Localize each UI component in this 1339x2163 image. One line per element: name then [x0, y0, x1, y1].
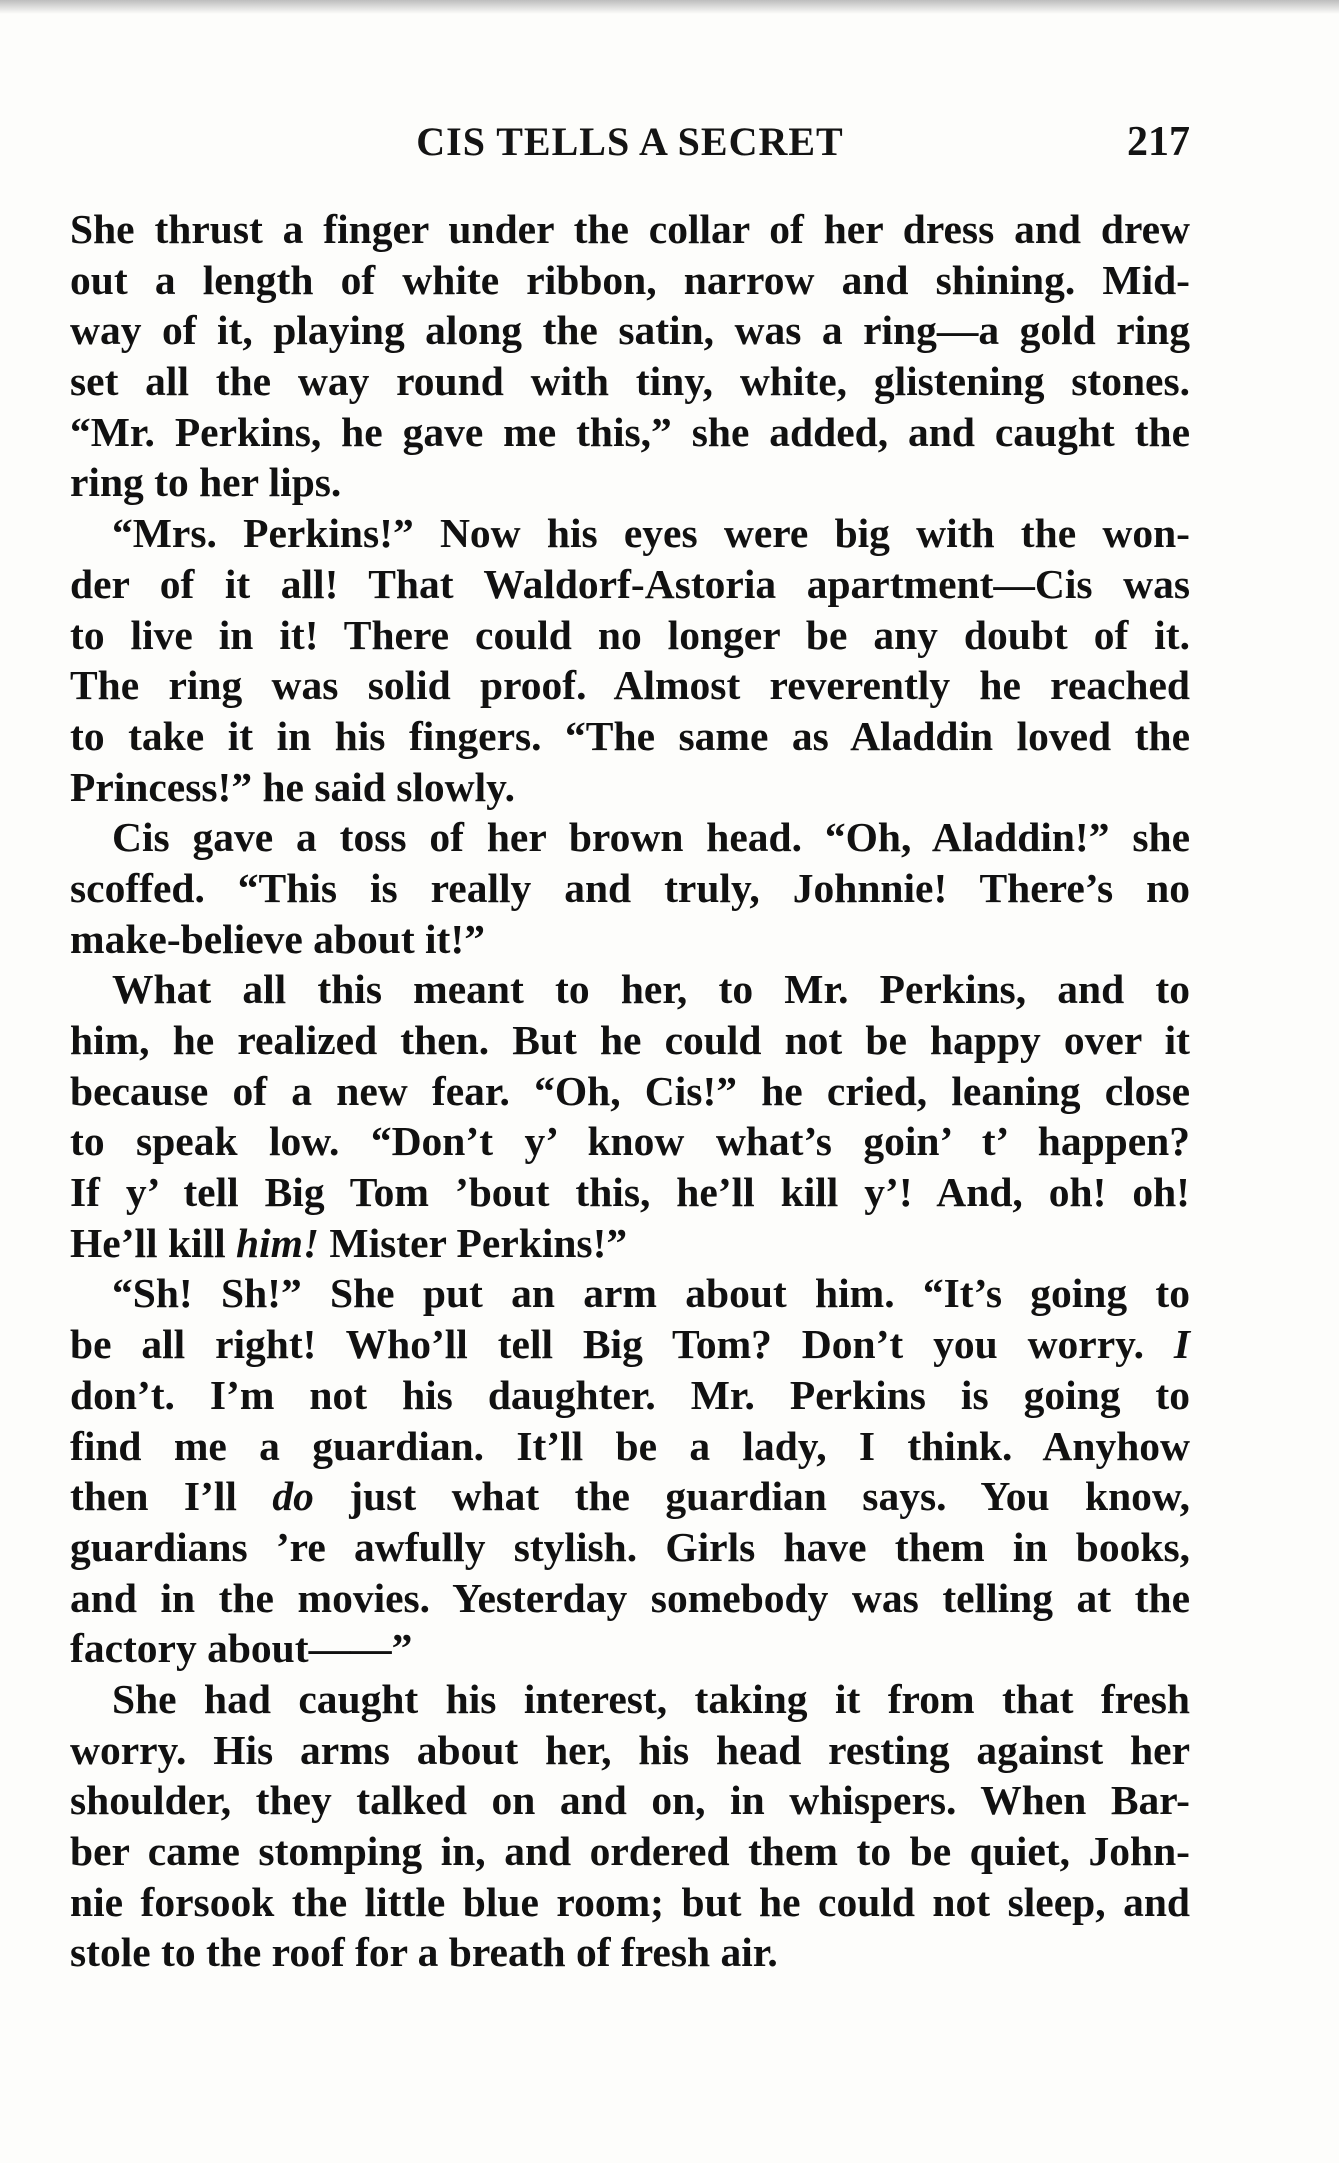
text-line: him, he realized then. But he could not be happy over it — [70, 1017, 1190, 1063]
text-run: then I’ll — [70, 1473, 273, 1520]
text-line: make-believe about it!” — [70, 915, 485, 962]
text-line: factory about——” — [70, 1625, 413, 1672]
text-line: and in the movies. Yesterday somebody was telling at the — [70, 1574, 1190, 1621]
text-line: shoulder, they talked on and on, in whispers. When Bar- — [70, 1777, 1190, 1824]
italic-run: I — [1173, 1321, 1190, 1368]
text-line: “Mr. Perkins, he gave me this,” she added, and caught the — [70, 408, 1190, 455]
text-line: because of a new fear. “Oh, Cis!” he cried, leaning close — [70, 1067, 1190, 1114]
page-number: 217 — [1127, 119, 1190, 165]
text-line: nie forsook the little blue room; but he could not sleep, and — [70, 1878, 1190, 1925]
italic-run: him! — [236, 1219, 320, 1266]
text-line: “Mrs. Perkins!” Now his eyes were big with the won- — [112, 510, 1190, 557]
text-line: don’t. I’m not his daughter. Mr. Perkins is going to — [70, 1371, 1190, 1418]
text-line — [70, 1218, 1190, 1269]
text-run: He’ll kill — [70, 1219, 236, 1266]
text-line: stole to the roof for a breath of fresh air. — [70, 1929, 778, 1976]
text-line: find me a guardian. It’ll be a lady, I think. Anyhow — [70, 1422, 1190, 1469]
text-line: If y’ tell Big Tom ’bout this, he’ll kill y’! And, oh! oh! — [70, 1169, 1190, 1216]
text-run: be all right! Who’ll tell Big Tom? Don’t you worry. — [70, 1321, 1174, 1368]
text-line: She had caught his interest, taking it from that fresh — [112, 1675, 1190, 1722]
text-line: Cis gave a toss of her brown head. “Oh, Aladdin!” she — [112, 814, 1190, 861]
text-line: ring to her lips. — [70, 459, 342, 506]
text-line: ber came stomping in, and ordered them to be quiet, John- — [70, 1828, 1190, 1874]
text-line: der of it all! That Waldorf-Astoria apartment—Cis was — [70, 560, 1190, 607]
italic-run: do — [272, 1473, 314, 1520]
text-line: What all this meant to her, to Mr. Perkins, and to — [112, 966, 1190, 1013]
text-line: “Sh! Sh!” She put an arm about him. “It’s going to — [112, 1270, 1190, 1317]
text-run: just what the guardian says. You know, — [313, 1473, 1190, 1520]
text-line: scoffed. “This is really and truly, Johnnie! There’s no — [70, 864, 1190, 911]
text-line: set all the way round with tiny, white, glistening stones. — [70, 358, 1190, 405]
text-line: worry. His arms about her, his head resting against her — [70, 1726, 1190, 1773]
text-line: The ring was solid proof. Almost reverently he reached — [70, 662, 1190, 709]
text-line: way of it, playing along the satin, was a ring—a gold ring — [70, 307, 1190, 354]
text-line: Princess!” he said slowly. — [70, 763, 515, 810]
text-line — [70, 1471, 1190, 1522]
text-line — [70, 1319, 1190, 1370]
text-line: She thrust a finger under the collar of her dress and drew — [70, 206, 1190, 252]
text-line: to take it in his fingers. “The same as Aladdin loved the — [70, 712, 1190, 759]
running-head — [70, 118, 1190, 178]
text-line: out a length of white ribbon, narrow and shining. Mid- — [70, 256, 1190, 303]
text-line: to live in it! There could no longer be any doubt of it. — [70, 611, 1190, 658]
body-text — [70, 204, 1190, 1978]
scan-edge-shadow — [0, 0, 1339, 14]
text-run: Mister Perkins!” — [319, 1219, 628, 1266]
text-line: to speak low. “Don’t y’ know what’s goin’ t’ happen? — [70, 1118, 1190, 1165]
text-line: guardians ’re awfully stylish. Girls have them in books, — [70, 1523, 1190, 1570]
chapter-title: CIS TELLS A SECRET — [416, 119, 844, 164]
